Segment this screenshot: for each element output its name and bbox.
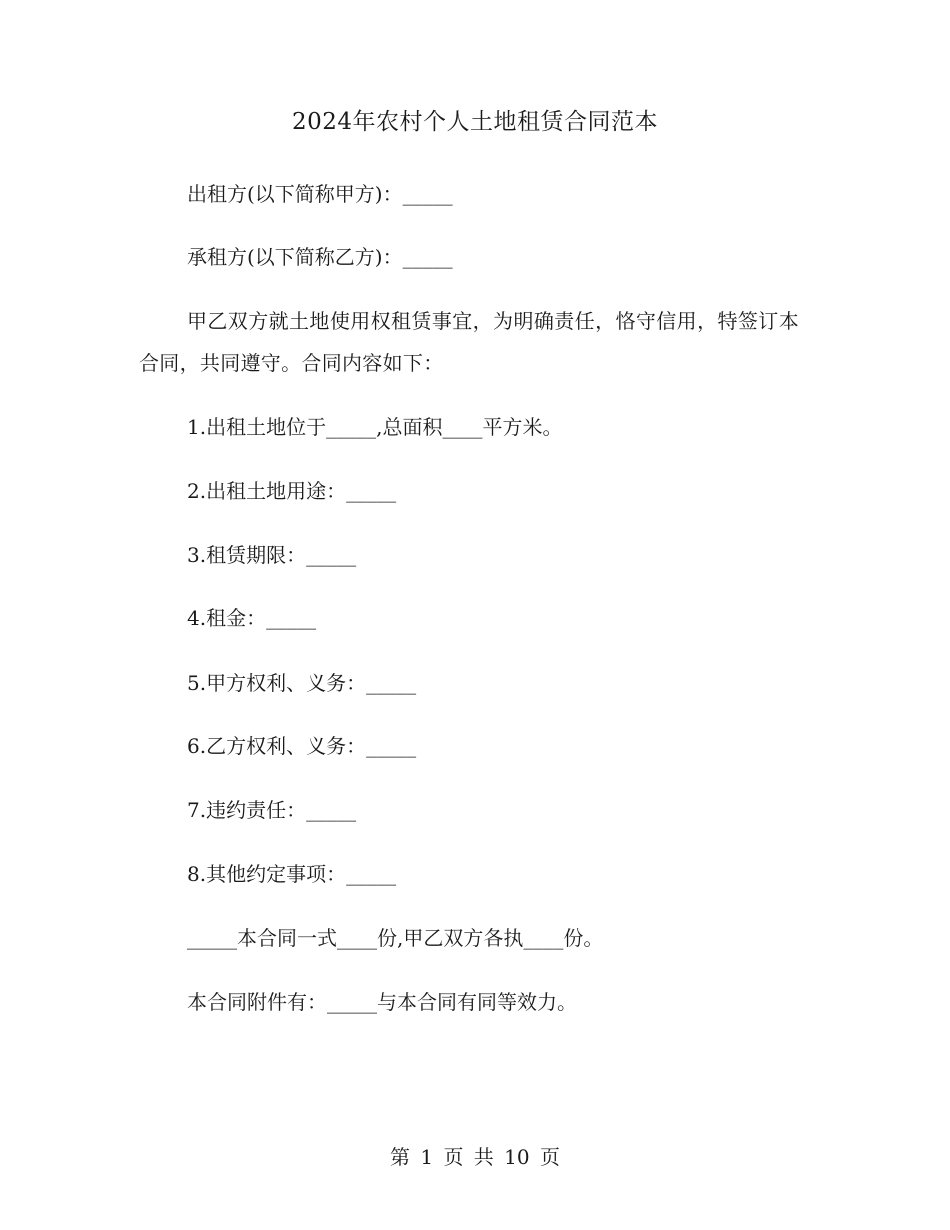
clause-4: 4.租金：_____: [187, 606, 317, 630]
clause-8: 8.其他约定事项：_____: [187, 862, 397, 886]
lessor-line: 出租方(以下简称甲方)：_____: [187, 182, 453, 206]
lessee-line: 承租方(以下简称乙方)：_____: [187, 245, 453, 269]
preamble-paragraph: 甲乙双方就土地使用权租赁事宜，为明确责任，恪守信用，特签订本合同，共同遵守。合同内容如下：: [139, 309, 799, 375]
clause-1: 1.出租土地位于_____,总面积____平方米。: [187, 415, 563, 439]
clause-2: 2.出租土地用途：_____: [187, 479, 397, 503]
page-indicator: 第 1 页 共 10 页: [390, 1145, 560, 1169]
document-title: 2024年农村个人土地租赁合同范本: [291, 109, 659, 135]
clause-7: 7.违约责任：_____: [187, 798, 357, 822]
clause-6: 6.乙方权利、义务：_____: [187, 734, 417, 758]
clause-5: 5.甲方权利、义务：_____: [187, 671, 417, 695]
attachment-line: 本合同附件有：_____与本合同有同等效力。: [187, 990, 577, 1014]
clause-3: 3.租赁期限：_____: [187, 543, 357, 567]
copies-line: _____本合同一式____份,甲乙双方各执____份。: [187, 926, 604, 950]
